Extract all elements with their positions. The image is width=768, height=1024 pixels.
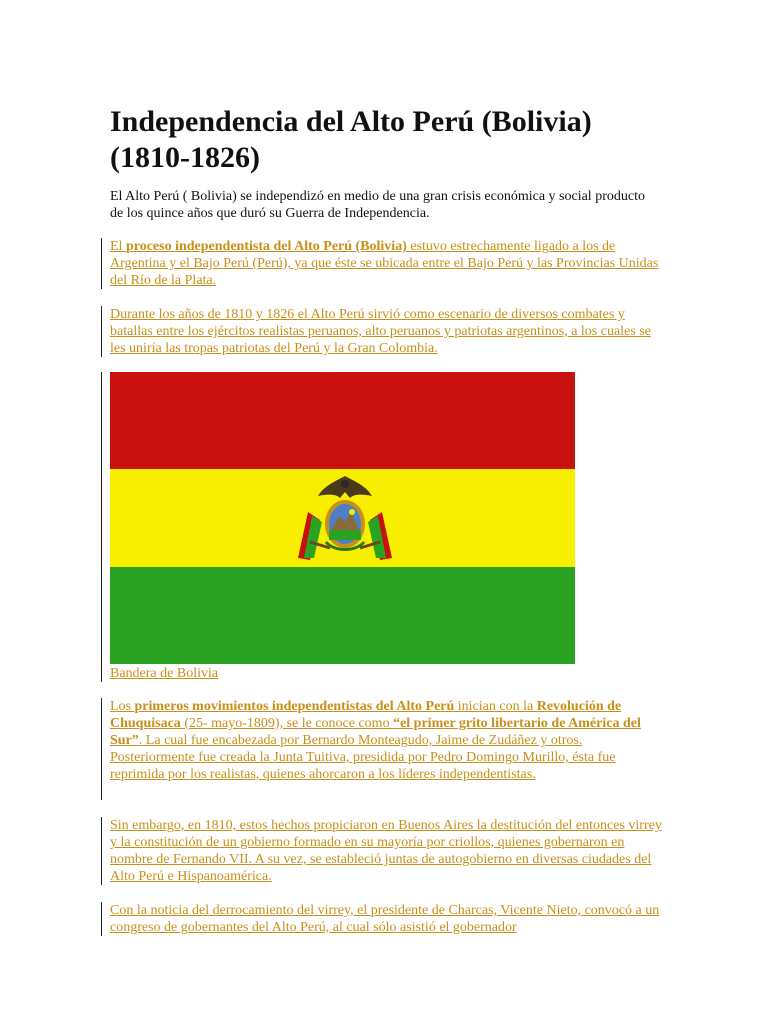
paragraph-con-la-noticia[interactable]: Con la noticia del derrocamiento del virrey, el presidente de Charcas, Vicente Nieto, convocó a un congreso de gobernantes del Alto Perú, al cual sólo asistió el gobernador (110, 903, 660, 935)
quote-bar (101, 817, 102, 885)
flag-stripe-red (110, 372, 575, 469)
flag-caption[interactable]: Bandera de Bolivia (110, 666, 219, 681)
quote-bar (101, 306, 102, 357)
paragraph-combates[interactable]: Durante los años de 1810 y 1826 el Alto Perú sirvió como escenario de diversos combates y batallas entre los ejércitos realistas peruanos, alto peruanos y patriotas argentinos, a los cuales se les uniría las tropas patriotas del Perú y la Gran Colombia. (110, 307, 651, 356)
intro-paragraph: El Alto Perú ( Bolivia) se independizó en medio de una gran crisis económica y social producto de los quince años que duró su Guerra de Independencia. (110, 189, 645, 221)
quote-bar (101, 698, 102, 800)
quote-bar (101, 372, 102, 682)
bolivia-flag-image (110, 372, 575, 664)
flag-stripe-green (110, 567, 575, 664)
paragraph-sin-embargo[interactable]: Sin embargo, en 1810, estos hechos propiciaron en Buenos Aires la destitución del entonces virrey y la constitución de un gobierno formado en su mayoría por criollos, quienes gobernaron en nombre de Fernando VII. A su vez, se estableció juntas de autogobierno en diversas ciudades del Alto Perú e Hispanoamérica. (110, 818, 662, 884)
coat-of-arms-icon (290, 472, 400, 564)
quote-bar (101, 902, 102, 936)
quote-bar (101, 238, 102, 289)
page-title: Independencia del Alto Perú (Bolivia) (1810-1826) (110, 105, 592, 174)
paragraph-proceso[interactable]: El proceso independentista del Alto Perú (Bolivia) estuvo estrechamente ligado a los de Argentina y el Bajo Perú (Perú), ya que éste se ubicada entre el Bajo Perú y las Provincias Unidas del Río de la Plata. (110, 239, 659, 288)
paragraph-primeros-movimientos[interactable]: Los primeros movimientos independentistas del Alto Perú inician con la Revolución de Chuquisaca (25- mayo-1809), se le conoce como “el primer grito libertario de América del Sur”. La cual fue encabezada por Bernardo Monteagudo, Jaime de Zudáñez y otros. Posteriormente fue creada la Junta Tuitiva, presidida por Pedro Domingo Murillo, ésta fue reprimida por los realistas, quienes ahorcaron a los líderes independentistas. (110, 699, 641, 782)
